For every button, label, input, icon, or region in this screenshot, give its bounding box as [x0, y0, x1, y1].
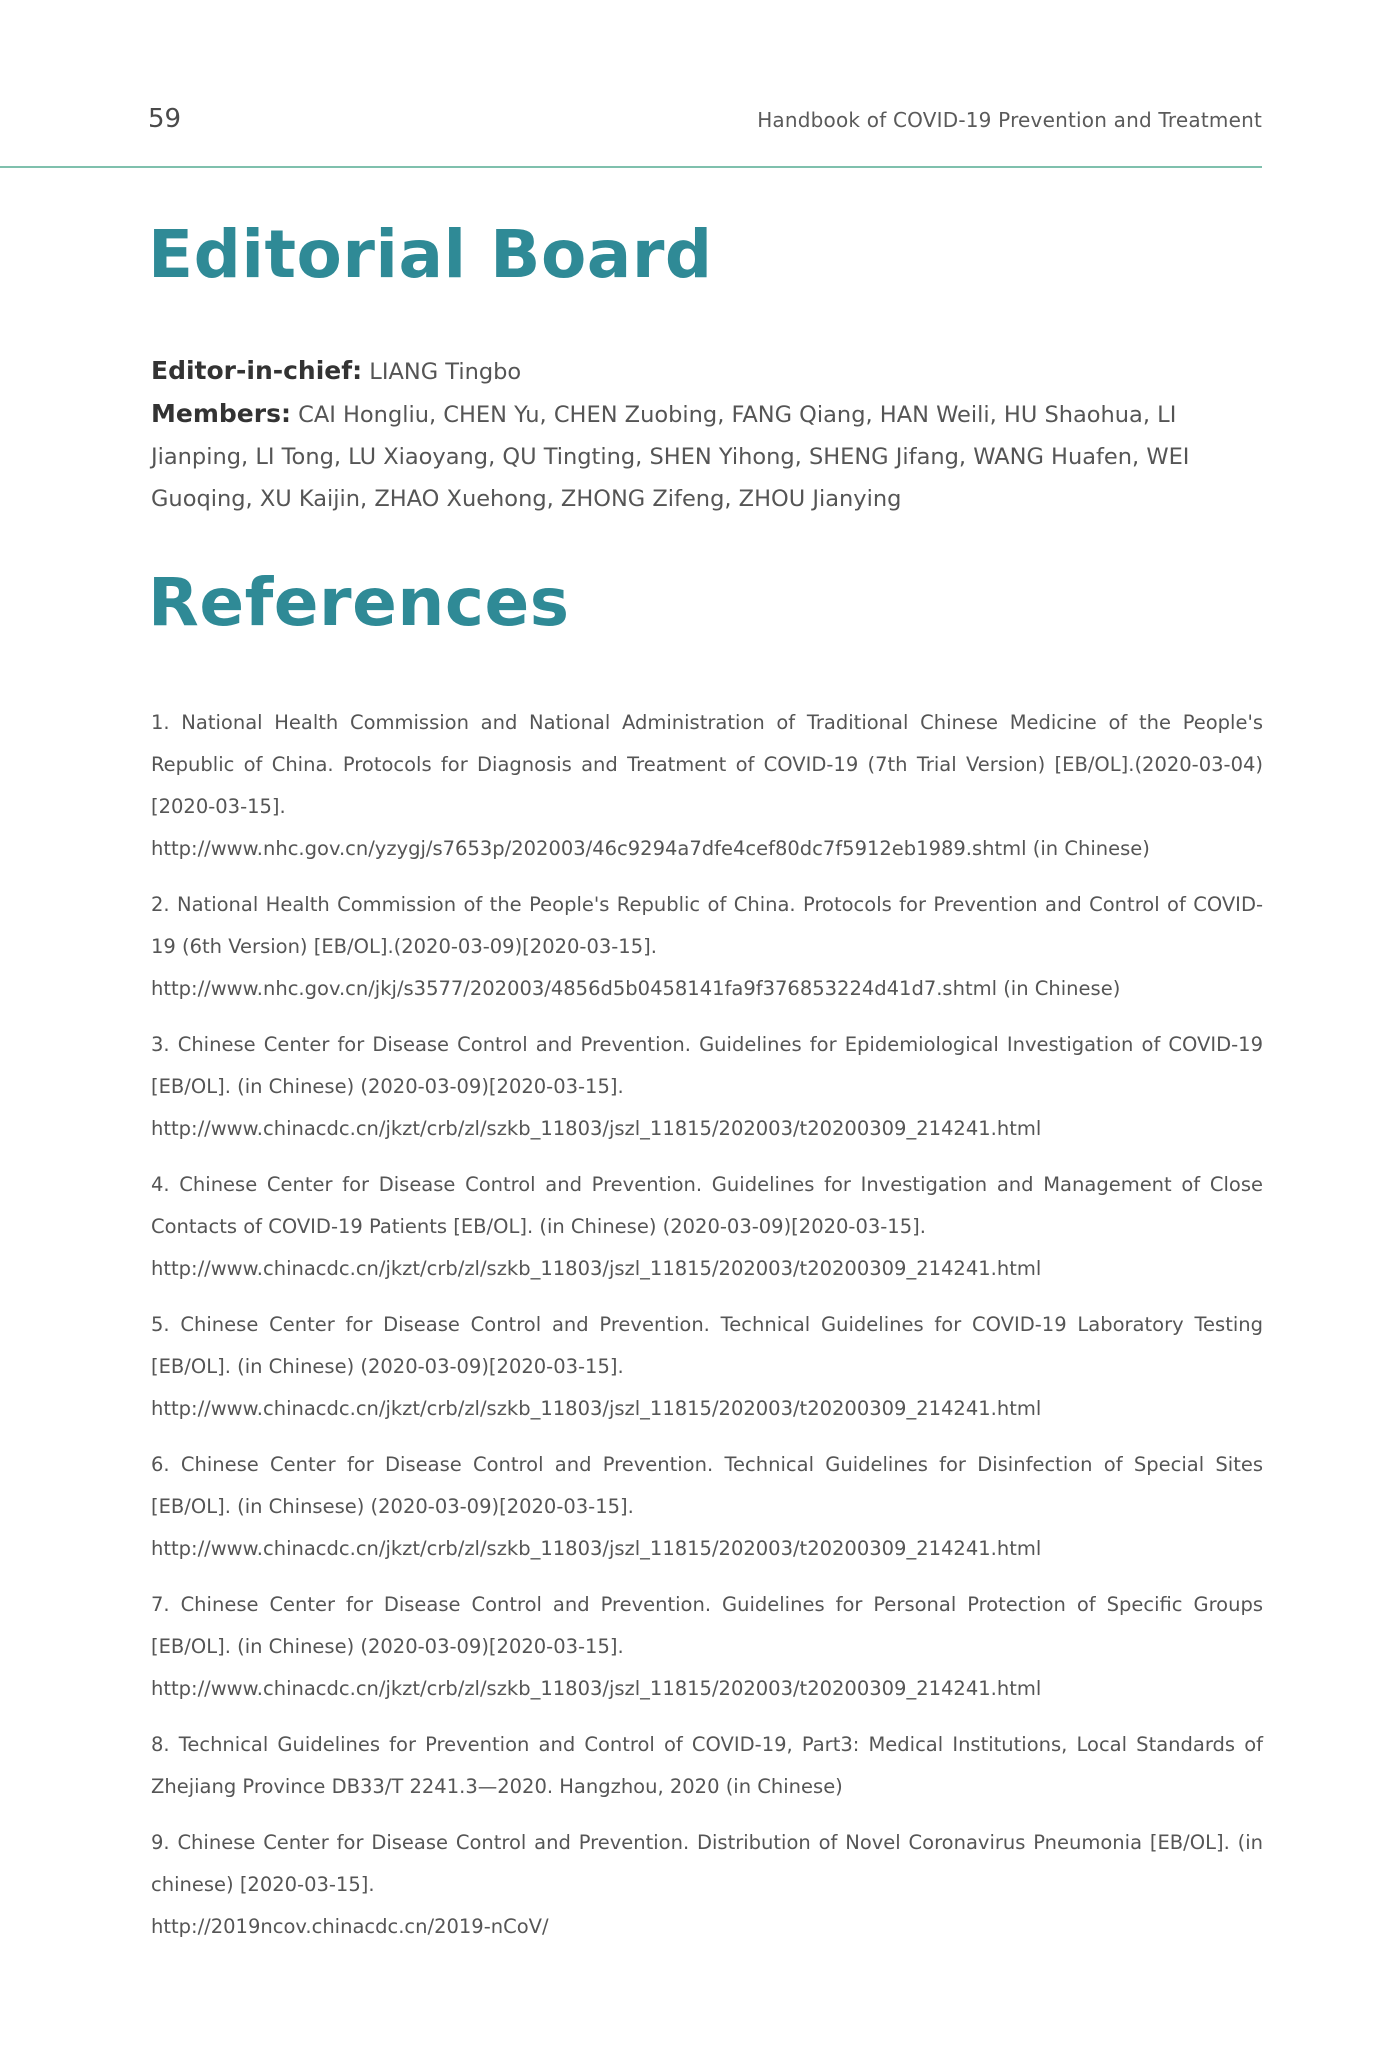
header-divider	[0, 166, 1262, 168]
running-title: Handbook of COVID-19 Prevention and Treatment	[757, 108, 1262, 132]
editor-in-chief-label: Editor-in-chief:	[151, 356, 363, 385]
reference-item	[151, 1584, 1263, 1710]
reference-text: 1. National Health Commission and National Administration of Traditional Chinese Medicine of the People's Republic of China. Protocols for Diagnosis and Treatment of COVID-19 (7th Trial Version) [EB/OL].(2020-03-04) [2020-03-15].	[151, 711, 1263, 818]
reference-url[interactable]: http://www.chinacdc.cn/jkzt/crb/zl/szkb_11803/jszl_11815/202003/t20200309_214241.html	[151, 1397, 1042, 1420]
reference-item	[151, 1164, 1263, 1290]
reference-url[interactable]: http://www.chinacdc.cn/jkzt/crb/zl/szkb_11803/jszl_11815/202003/t20200309_214241.html	[151, 1117, 1042, 1140]
editor-in-chief-line	[151, 350, 1266, 393]
reference-url[interactable]: http://www.chinacdc.cn/jkzt/crb/zl/szkb_11803/jszl_11815/202003/t20200309_214241.html	[151, 1677, 1042, 1700]
reference-text: 6. Chinese Center for Disease Control and Prevention. Technical Guidelines for Disinfection of Special Sites [EB/OL]. (in Chinsese) (2020-03-09)[2020-03-15].	[151, 1453, 1263, 1518]
editorial-board-title: Editorial Board	[148, 216, 713, 293]
reference-text: 4. Chinese Center for Disease Control and Prevention. Guidelines for Investigation and Management of Close Contacts of COVID-19 Patients [EB/OL]. (in Chinese) (2020-03-09)[2020-03-15].	[151, 1173, 1263, 1238]
editorial-board-section	[151, 350, 1266, 520]
reference-item	[151, 1304, 1263, 1430]
editor-in-chief-name: LIANG Tingbo	[369, 359, 522, 385]
reference-text: 9. Chinese Center for Disease Control and Prevention. Distribution of Novel Coronavirus Pneumonia [EB/OL]. (in chinese) [2020-03-15].	[151, 1831, 1263, 1896]
reference-text: 8. Technical Guidelines for Prevention and Control of COVID-19, Part3: Medical Institutions, Local Standards of Zhejiang Province DB33/T 2241.3—2020. Hangzhou, 2020 (in Chinese)	[151, 1733, 1263, 1798]
reference-url[interactable]: http://2019ncov.chinacdc.cn/2019-nCoV/	[151, 1915, 549, 1938]
reference-url[interactable]: http://www.nhc.gov.cn/jkj/s3577/202003/4856d5b0458141fa9f376853224d41d7.shtml (in Chinese)	[151, 977, 1121, 1000]
references-list	[151, 702, 1263, 1962]
members-label: Members:	[151, 399, 291, 428]
reference-item	[151, 1822, 1263, 1948]
reference-item	[151, 1444, 1263, 1570]
reference-url[interactable]: http://www.nhc.gov.cn/yzygj/s7653p/202003/46c9294a7dfe4cef80dc7f5912eb1989.shtml (in Chinese)	[151, 837, 1150, 860]
members-list: CAI Hongliu, CHEN Yu, CHEN Zuobing, FANG Qiang, HAN Weili, HU Shaohua, LI Jianping, LI Tong, LU Xiaoyang, QU Tingting, SHEN Yihong, SHENG Jifang, WANG Huafen, WEI Guoqing, XU Kaijin, ZHAO Xuehong, ZHONG Zifeng, ZHOU Jianying	[151, 402, 1190, 512]
reference-url[interactable]: http://www.chinacdc.cn/jkzt/crb/zl/szkb_11803/jszl_11815/202003/t20200309_214241.html	[151, 1537, 1042, 1560]
reference-item	[151, 1724, 1263, 1808]
reference-item	[151, 1024, 1263, 1150]
reference-text: 2. National Health Commission of the People's Republic of China. Protocols for Prevention and Control of COVID-19 (6th Version) [EB/OL].(2020-03-09)[2020-03-15].	[151, 893, 1263, 958]
page-number: 59	[148, 104, 182, 134]
references-title: References	[148, 564, 570, 641]
reference-item	[151, 702, 1263, 870]
reference-text: 3. Chinese Center for Disease Control and Prevention. Guidelines for Epidemiological Investigation of COVID-19 [EB/OL]. (in Chinese) (2020-03-09)[2020-03-15].	[151, 1033, 1263, 1098]
page-header	[148, 100, 1262, 140]
reference-url[interactable]: http://www.chinacdc.cn/jkzt/crb/zl/szkb_11803/jszl_11815/202003/t20200309_214241.html	[151, 1257, 1042, 1280]
members-line	[151, 393, 1266, 520]
reference-item	[151, 884, 1263, 1010]
reference-text: 5. Chinese Center for Disease Control and Prevention. Technical Guidelines for COVID-19 Laboratory Testing [EB/OL]. (in Chinese) (2020-03-09)[2020-03-15].	[151, 1313, 1263, 1378]
reference-text: 7. Chinese Center for Disease Control and Prevention. Guidelines for Personal Protection of Specific Groups [EB/OL]. (in Chinese) (2020-03-09)[2020-03-15].	[151, 1593, 1263, 1658]
